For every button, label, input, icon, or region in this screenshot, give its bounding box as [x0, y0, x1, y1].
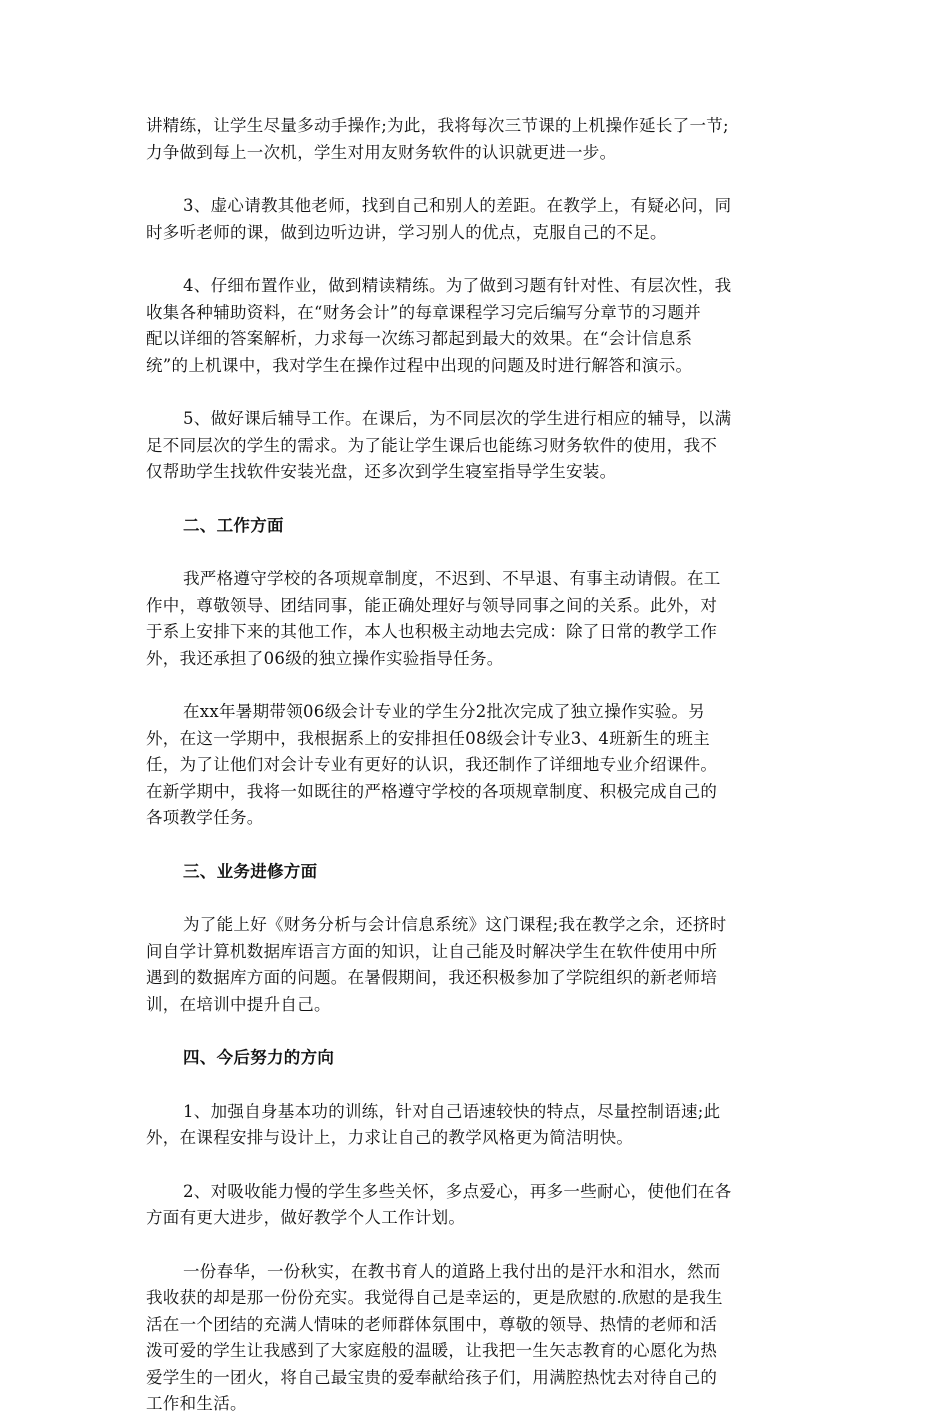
paragraph: [146, 1099, 804, 1152]
paragraph: [146, 113, 804, 166]
paragraph-line: 作中，尊敬领导、团结同事，能正确处理好与领导同事之间的关系。此外，对: [146, 595, 718, 615]
paragraph: [146, 193, 804, 246]
paragraph-line: 外，在课程安排与设计上，力求让自己的教学风格更为简洁明快。: [146, 1128, 634, 1147]
paragraph-line: 1、加强自身基本功的训练，针对自己语速较快的特点，尽量控制语速;此: [183, 1101, 721, 1121]
paragraph-line: 泼可爱的学生让我感到了大家庭般的温暖，让我把一生矢志教育的心愿化为热: [146, 1341, 718, 1360]
paragraph-line: 于系上安排下来的其他工作，本人也积极主动地去完成：除了日常的教学工作: [146, 622, 718, 641]
paragraph-line: 为了能上好《财务分析与会计信息系统》这门课程;我在教学之余，还挤时: [183, 915, 727, 934]
paragraph-line: 活在一个团结的充满人情味的老师群体氛围中，尊敬的领导、热情的老师和活: [146, 1314, 718, 1334]
paragraph-line: 时多听老师的课，做到边听边讲，学习别人的优点，克服自己的不足。: [146, 222, 667, 242]
paragraph-line: 在xx年暑期带领06级会计专业的学生分2批次完成了独立操作实验。另: [183, 702, 706, 721]
paragraph-line: 遇到的数据库方面的问题。在暑假期间，我还积极参加了学院组织的新老师培: [146, 968, 718, 987]
paragraph-line: 外，在这一学期中，我根据系上的安排担任08级会计专业3、4班新生的班主: [146, 728, 710, 748]
paragraph-line: 训，在培训中提升自己。: [146, 994, 331, 1014]
paragraph-line: 5、做好课后辅导工作。在课后，为不同层次的学生进行相应的辅导，以满: [183, 409, 732, 428]
paragraph-line: 各项教学任务。: [146, 808, 264, 827]
paragraph-line: 2、对吸收能力慢的学生多些关怀，多点爱心，再多一些耐心，使他们在各: [183, 1181, 732, 1201]
paragraph-line: 间自学计算机数据库语言方面的知识，让自己能及时解决学生在软件使用中所: [146, 941, 718, 961]
paragraph-line: 任，为了让他们对会计专业有更好的认识，我还制作了详细地专业介绍课件。: [146, 755, 718, 774]
paragraph-line: 收集各种辅助资料，在“财务会计”的每章课程学习完后编写分章节的习题并: [146, 302, 702, 322]
paragraph: [146, 1259, 804, 1418]
paragraph: [146, 406, 804, 486]
paragraph-line: 讲精练，让学生尽量多动手操作;为此，我将每次三节课的上机操作延长了一节;: [146, 116, 729, 135]
section-heading: 四、今后努力的方向: [183, 1048, 335, 1067]
paragraph-line: 3、虚心请教其他老师，找到自己和别人的差距。在教学上，有疑必问，同: [183, 196, 732, 215]
paragraph-line: 我严格遵守学校的各项规章制度，不迟到、不早退、有事主动请假。在工: [183, 569, 721, 588]
section-heading: 三、业务进修方面: [183, 861, 318, 881]
paragraph: [146, 566, 804, 672]
section-heading: 二、工作方面: [183, 515, 284, 535]
paragraph: [146, 699, 804, 832]
paragraph-line: 配以详细的答案解析，力求每一次练习都起到最大的效果。在“会计信息系: [146, 329, 693, 348]
paragraph: [146, 273, 804, 379]
paragraph: [146, 912, 804, 1018]
paragraph-line: 方面有更大进步，做好教学个人工作计划。: [146, 1208, 466, 1227]
paragraph-line: 4、仔细布置作业，做到精读精练。为了做到习题有针对性、有层次性，我: [183, 276, 732, 295]
paragraph: [146, 1179, 804, 1232]
paragraph-line: 在新学期中，我将一如既往的严格遵守学校的各项规章制度、积极完成自己的: [146, 781, 718, 801]
paragraph-line: 一份春华，一份秋实，在教书育人的道路上我付出的是汗水和泪水，然而: [183, 1261, 721, 1281]
document-body: [146, 113, 804, 1418]
paragraph-line: 统”的上机课中，我对学生在操作过程中出现的问题及时进行解答和演示。: [146, 355, 693, 375]
paragraph-line: 力争做到每上一次机，学生对用友财务软件的认识就更进一步。: [146, 142, 617, 162]
paragraph-line: 外，我还承担了06级的独立操作实验指导任务。: [146, 648, 504, 668]
paragraph-line: 我收获的却是那一份份充实。我觉得自己是幸运的，更是欣慰的.欣慰的是我生: [146, 1288, 723, 1307]
paragraph-line: 足不同层次的学生的需求。为了能让学生课后也能练习财务软件的使用，我不: [146, 435, 718, 455]
paragraph-line: 工作和生活。: [146, 1394, 247, 1413]
paragraph-line: 爱学生的一团火，将自己最宝贵的爱奉献给孩子们，用满腔热忱去对待自己的: [146, 1367, 718, 1387]
paragraph-line: 仅帮助学生找软件安装光盘，还多次到学生寝室指导学生安装。: [146, 462, 617, 481]
